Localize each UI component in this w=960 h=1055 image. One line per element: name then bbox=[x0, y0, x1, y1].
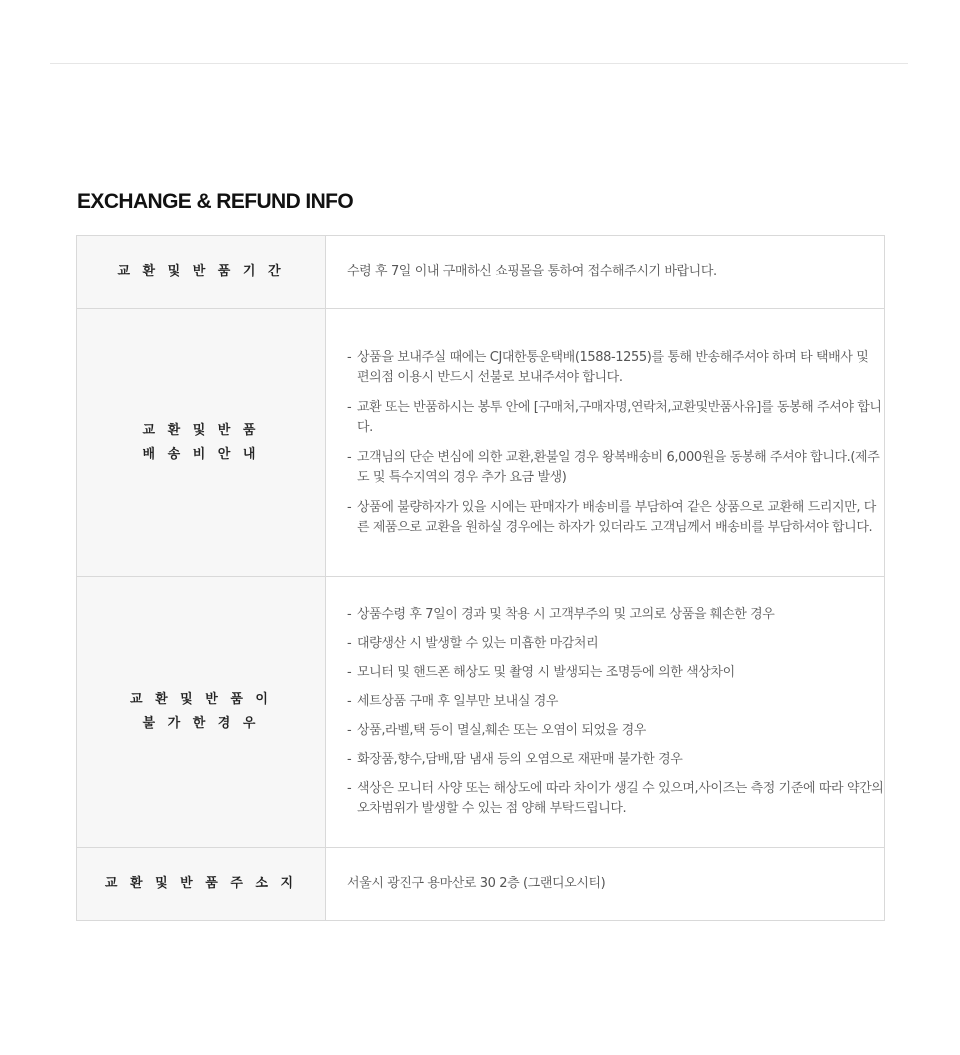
row-content bbox=[326, 848, 885, 921]
list-item: - 모니터 및 핸드폰 해상도 및 촬영 시 발생되는 조명등에 의한 색상차이 bbox=[347, 663, 884, 683]
return-address-text: 서울시 광진구 용마산로 30 2층 (그랜디오시티) bbox=[347, 876, 606, 891]
exchange-period-text: 수령 후 7일 이내 구매하신 쇼핑몰을 통하여 접수해주시기 바랍니다. bbox=[347, 264, 717, 279]
top-divider bbox=[50, 63, 908, 64]
unavailable-cases-list bbox=[347, 605, 884, 819]
list-item: - 상품,라벨,택 등이 멸실,훼손 또는 오염이 되었을 경우 bbox=[347, 721, 884, 741]
row-label bbox=[77, 848, 326, 921]
row-label-text: 교 환 및 반 품 주 소 지 bbox=[104, 876, 298, 891]
list-item: - 상품에 불량하자가 있을 시에는 판매자가 배송비를 부담하여 같은 상품으로 교환해 드리지만, 다른 제품으로 교환을 원하실 경우에는 하자가 있더라도 고객님께서 배송비를 부담하셔야 합니다. bbox=[347, 498, 884, 538]
row-label bbox=[77, 236, 326, 309]
exchange-refund-table bbox=[76, 235, 885, 921]
row-label bbox=[77, 577, 326, 848]
row-label-text: 불 가 한 경 우 bbox=[142, 716, 260, 731]
table-row-exchange-period bbox=[77, 236, 885, 309]
table-row-return-address bbox=[77, 848, 885, 921]
row-content bbox=[326, 236, 885, 309]
list-item: - 세트상품 구매 후 일부만 보내실 경우 bbox=[347, 692, 884, 712]
row-label-text: 배 송 비 안 내 bbox=[142, 446, 260, 462]
list-item: - 색상은 모니터 사양 또는 해상도에 따라 차이가 생길 수 있으며,사이즈는 측정 기준에 따라 약간의 오차범위가 발생할 수 있는 점 양해 부탁드립니다. bbox=[347, 779, 884, 819]
row-label-text: 교 환 및 반 품 bbox=[142, 422, 260, 438]
list-item: - 고객님의 단순 변심에 의한 교환,환불일 경우 왕복배송비 6,000원을 동봉해 주셔야 합니다.(제주도 및 특수지역의 경우 추가 요금 발생) bbox=[347, 448, 884, 488]
row-content bbox=[326, 309, 885, 577]
table-row-shipping-fee bbox=[77, 309, 885, 577]
row-label-text: 교 환 및 반 품 이 bbox=[130, 692, 272, 707]
section-title: EXCHANGE & REFUND INFO bbox=[77, 190, 354, 213]
row-label-text: 교 환 및 반 품 기 간 bbox=[117, 264, 285, 279]
list-item: - 대량생산 시 발생할 수 있는 미흡한 마감처리 bbox=[347, 634, 884, 654]
list-item: - 상품을 보내주실 때에는 CJ대한통운택배(1588-1255)를 통해 반송해주셔야 하며 타 택배사 및 편의점 이용시 반드시 선불로 보내주셔야 합니다. bbox=[347, 348, 884, 388]
row-label bbox=[77, 309, 326, 577]
row-content bbox=[326, 577, 885, 848]
list-item: - 상품수령 후 7일이 경과 및 착용 시 고객부주의 및 고의로 상품을 훼손한 경우 bbox=[347, 605, 884, 625]
list-item: - 교환 또는 반품하시는 봉투 안에 [구매처,구매자명,연락처,교환및반품사유]를 동봉해 주셔야 합니다. bbox=[347, 398, 884, 438]
table-row-unavailable-cases bbox=[77, 577, 885, 848]
list-item: - 화장품,향수,담배,땀 냄새 등의 오염으로 재판매 불가한 경우 bbox=[347, 750, 884, 770]
shipping-notes-list bbox=[347, 348, 884, 538]
